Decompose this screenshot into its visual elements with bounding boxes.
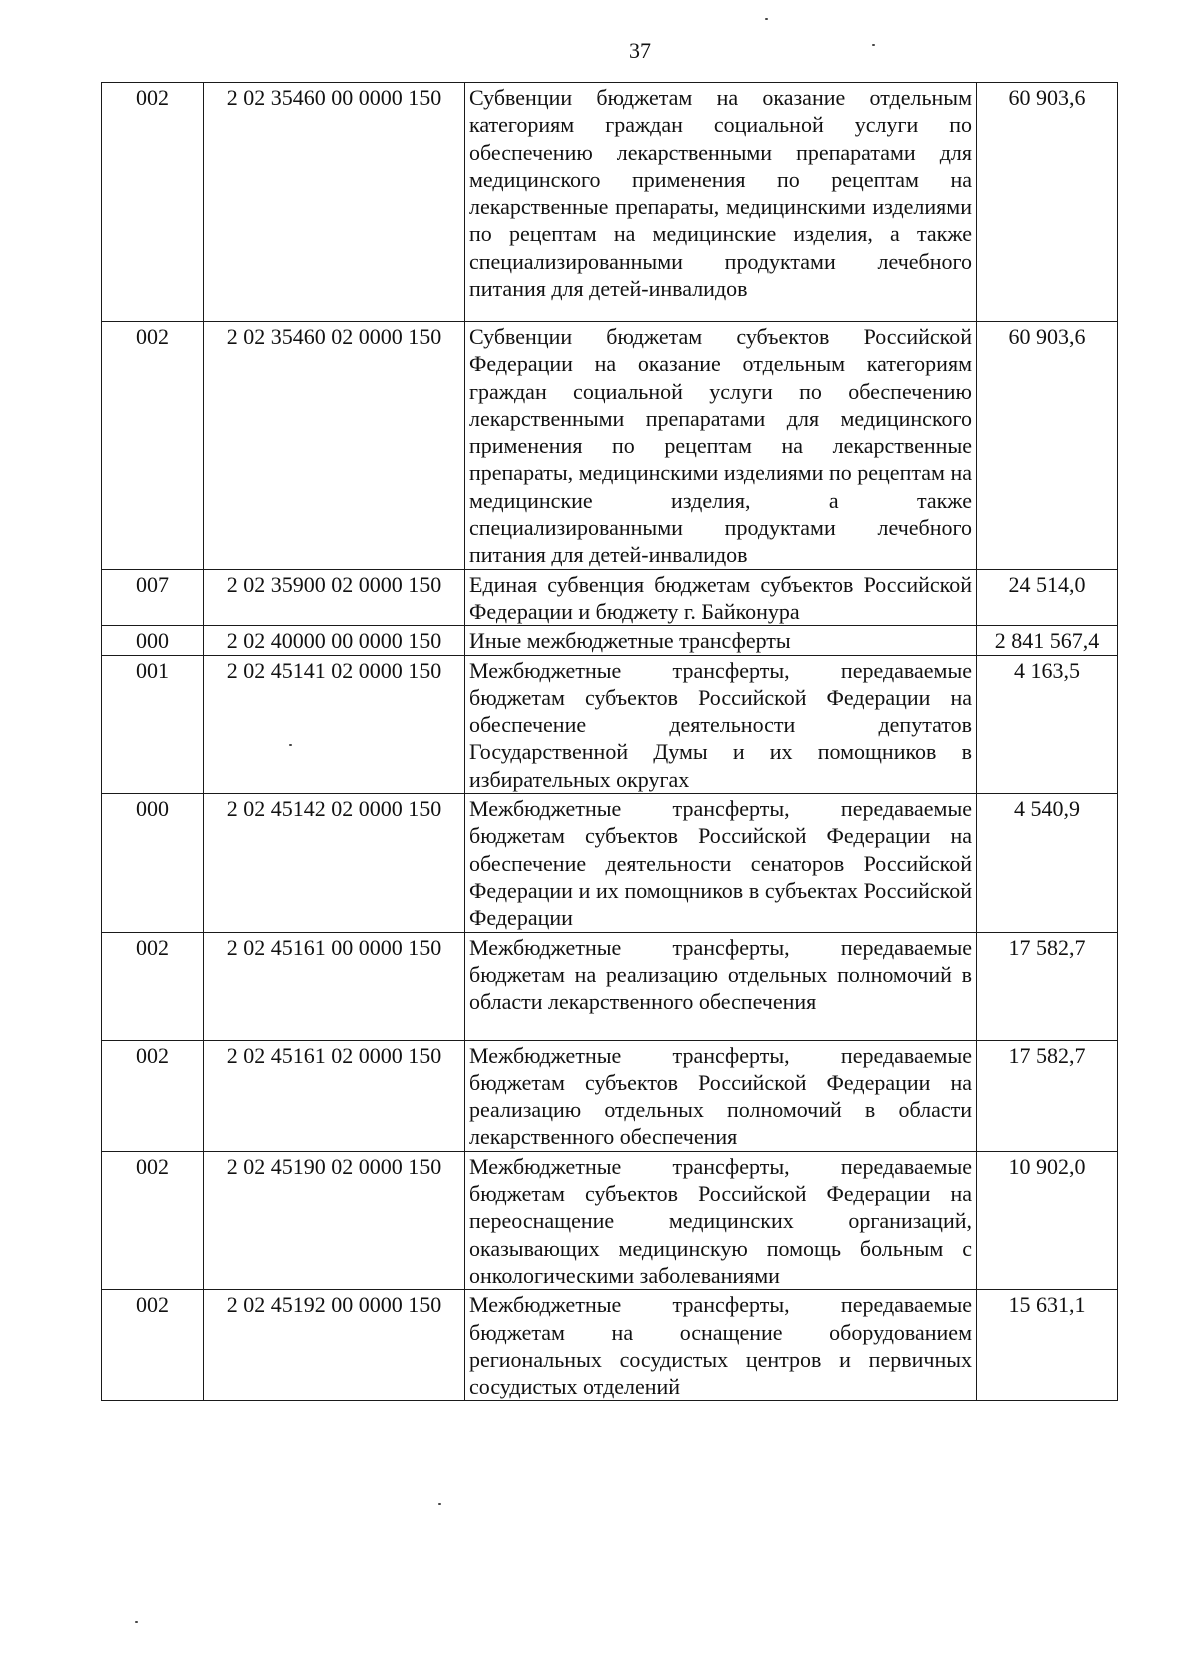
- budget-code-cell: 2 02 45161 00 0000 150: [204, 932, 465, 1040]
- scan-speck: [438, 1503, 441, 1505]
- budget-code-cell: 2 02 35460 00 0000 150: [204, 83, 465, 322]
- amount-cell: 10 902,0: [977, 1151, 1118, 1289]
- admin-code-cell: 002: [102, 83, 204, 322]
- admin-code-cell: 002: [102, 1040, 204, 1151]
- description-cell: Субвенции бюджетам на оказание отдельным категориям граждан социальной услуги по обеспечению лекарственными препаратами для медицинского применения по рецептам на лекарственные препараты, медицинскими изделиями по рецептам на медицинские изделия, а также специализированными продуктами лечебного питания для детей-инвалидов: [465, 83, 977, 322]
- budget-revenue-table: [101, 82, 1118, 1401]
- admin-code-cell: 002: [102, 1151, 204, 1289]
- scan-speck: [765, 18, 768, 20]
- admin-code-cell: 007: [102, 569, 204, 626]
- amount-cell: 24 514,0: [977, 569, 1118, 626]
- budget-code-cell: 2 02 45190 02 0000 150: [204, 1151, 465, 1289]
- page-number: 37: [629, 38, 651, 63]
- description-cell: Иные межбюджетные трансферты: [465, 626, 977, 655]
- table-row: [102, 83, 1118, 322]
- budget-code-cell: 2 02 45142 02 0000 150: [204, 794, 465, 932]
- budget-code-cell: 2 02 45161 02 0000 150: [204, 1040, 465, 1151]
- description-cell: Субвенции бюджетам субъектов Российской Федерации на оказание отдельным категориям граждан социальной услуги по обеспечению лекарственными препаратами для медицинского применения по рецептам на лекарственные препараты, медицинскими изделиями по рецептам на медицинские изделия, а также специализированными продуктами лечебного питания для детей-инвалидов: [465, 322, 977, 570]
- description-cell: Межбюджетные трансферты, передаваемые бюджетам субъектов Российской Федерации на обеспечение деятельности сенаторов Российской Федерации и их помощников в субъектах Российской Федерации: [465, 794, 977, 932]
- amount-cell: 17 582,7: [977, 1040, 1118, 1151]
- amount-cell: 2 841 567,4: [977, 626, 1118, 655]
- budget-code-cell: 2 02 35460 02 0000 150: [204, 322, 465, 570]
- admin-code-cell: 002: [102, 932, 204, 1040]
- description-cell: Межбюджетные трансферты, передаваемые бюджетам субъектов Российской Федерации на обеспечение деятельности депутатов Государственной Думы и их помощников в избирательных округах: [465, 655, 977, 793]
- admin-code-cell: 002: [102, 1290, 204, 1401]
- admin-code-cell: 001: [102, 655, 204, 793]
- amount-cell: 60 903,6: [977, 83, 1118, 322]
- table-row: [102, 932, 1118, 1040]
- amount-cell: 17 582,7: [977, 932, 1118, 1040]
- admin-code-cell: 000: [102, 626, 204, 655]
- budget-code-cell: 2 02 45141 02 0000 150: [204, 655, 465, 793]
- table-row: [102, 1040, 1118, 1151]
- table-row: [102, 569, 1118, 626]
- table-row: [102, 794, 1118, 932]
- admin-code-cell: 000: [102, 794, 204, 932]
- description-cell: Межбюджетные трансферты, передаваемые бюджетам на реализацию отдельных полномочий в области лекарственного обеспечения: [465, 932, 977, 1040]
- scan-speck: [135, 1621, 138, 1623]
- amount-cell: 4 540,9: [977, 794, 1118, 932]
- admin-code-cell: 002: [102, 322, 204, 570]
- scan-speck: [289, 744, 292, 746]
- table-row: [102, 322, 1118, 570]
- budget-code-cell: 2 02 45192 00 0000 150: [204, 1290, 465, 1401]
- table-row: [102, 1151, 1118, 1289]
- budget-code-cell: 2 02 35900 02 0000 150: [204, 569, 465, 626]
- description-cell: Межбюджетные трансферты, передаваемые бюджетам субъектов Российской Федерации на реализацию отдельных полномочий в области лекарственного обеспечения: [465, 1040, 977, 1151]
- description-cell: Межбюджетные трансферты, передаваемые бюджетам субъектов Российской Федерации на переоснащение медицинских организаций, оказывающих медицинскую помощь больным с онкологическими заболеваниями: [465, 1151, 977, 1289]
- scan-speck: [872, 44, 875, 46]
- description-cell: Межбюджетные трансферты, передаваемые бюджетам на оснащение оборудованием региональных сосудистых центров и первичных сосудистых отделений: [465, 1290, 977, 1401]
- table-row: [102, 655, 1118, 793]
- table-row: [102, 626, 1118, 655]
- budget-code-cell: 2 02 40000 00 0000 150: [204, 626, 465, 655]
- description-cell: Единая субвенция бюджетам субъектов Российской Федерации и бюджету г. Байконура: [465, 569, 977, 626]
- table-row: [102, 1290, 1118, 1401]
- amount-cell: 4 163,5: [977, 655, 1118, 793]
- amount-cell: 15 631,1: [977, 1290, 1118, 1401]
- amount-cell: 60 903,6: [977, 322, 1118, 570]
